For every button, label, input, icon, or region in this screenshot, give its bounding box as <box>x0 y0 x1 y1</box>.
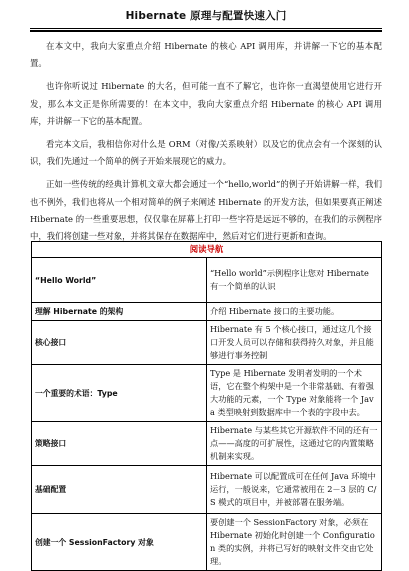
guide-desc: Hibernate 有 5 个核心接口，通过这几个接口开发人员可以存储和获得持久对象，并且能够进行事务控制 <box>207 321 382 365</box>
guide-desc: 要创建一个 SessionFactory 对象，必须在 Hibernate 初始化时创建一个 Configuration 类的实例，并将已写好的映射文件交由它处理。 <box>207 514 382 571</box>
guide-term: 理解 Hibernate 的架构 <box>32 303 207 321</box>
article-body <box>30 38 382 251</box>
paragraph-hello-world: 正如一些传统的经典计算机文章大都会通过一个“hello,world”的例子开始讲解一样，我们也不例外，我们也将从一个相对简单的例子来阐述 Hibernate 的开发方法，但如果要真正阐述 Hibernate 的一些重要思想，仅仅靠在屏幕上打印一些字符是远远不够的，在我们的示例程序中，我们将创建一些对象，并将其保存在数据库中，然后对它们进行更新和查询。 <box>30 179 382 242</box>
paragraph-intro: 在本文中，我向大家重点介绍 Hibernate 的核心 API 调用库，并讲解一下它的基本配置。 <box>30 41 382 69</box>
guide-desc: Hibernate 与某些其它开源软件不同的还有一点——高度的可扩展性，这通过它的内置策略机制来实现。 <box>207 422 382 466</box>
paragraph-orm: 看完本文后，我相信你对什么是 ORM（对像/关系映射）以及它的优点会有一个深刻的认识，我们先通过一个简单的例子开始来展现它的威力。 <box>30 139 382 167</box>
table-row <box>32 303 382 321</box>
table-row <box>32 258 382 303</box>
table-row <box>32 422 382 466</box>
table-row <box>32 514 382 571</box>
guide-term: 策略接口 <box>32 422 207 466</box>
guide-desc: Hibernate 可以配置成可在任何 Java 环境中运行，一般说来，它通常被用在 2－3 层的 C/S 模式的项目中，并被部署在服务端。 <box>207 466 382 514</box>
reading-guide-table <box>31 241 382 571</box>
guide-term: 创建一个 SessionFactory 对象 <box>32 514 207 571</box>
guide-term: “Hello World” <box>32 258 207 303</box>
guide-term: 核心接口 <box>32 321 207 365</box>
paragraph-motivation: 也许你听说过 Hibernate 的大名，但可能一直不了解它，也许你一直渴望使用它进行开发，那么本文正是你所需要的！在本文中，我向大家重点介绍 Hibernate 的核心 API 调用库，并讲解一下它的基本配置。 <box>30 81 382 126</box>
guide-desc: “Hello world”示例程序让您对 Hibernate 有一个简单的认识 <box>207 258 382 303</box>
table-row <box>32 466 382 514</box>
header-rule-thick <box>30 30 382 32</box>
page-header-title: Hibernate 原理与配置快速入门 <box>125 10 287 22</box>
guide-term: 基础配置 <box>32 466 207 514</box>
header-rule-thin <box>30 28 382 29</box>
reading-guide-title: 阅读导航 <box>32 242 382 258</box>
guide-term: 一个重要的术语：Type <box>32 365 207 422</box>
table-row <box>32 365 382 422</box>
guide-desc: 介绍 Hibernate 接口的主要功能。 <box>207 303 382 321</box>
guide-desc: Type 是 Hibernate 发明者发明的一个术语，它在整个构架中是一个非常基础、有着强大功能的元素，一个 Type 对象能将一个 Java 类型映射到数据库中一个表的字段中去。 <box>207 365 382 422</box>
table-row <box>32 321 382 365</box>
